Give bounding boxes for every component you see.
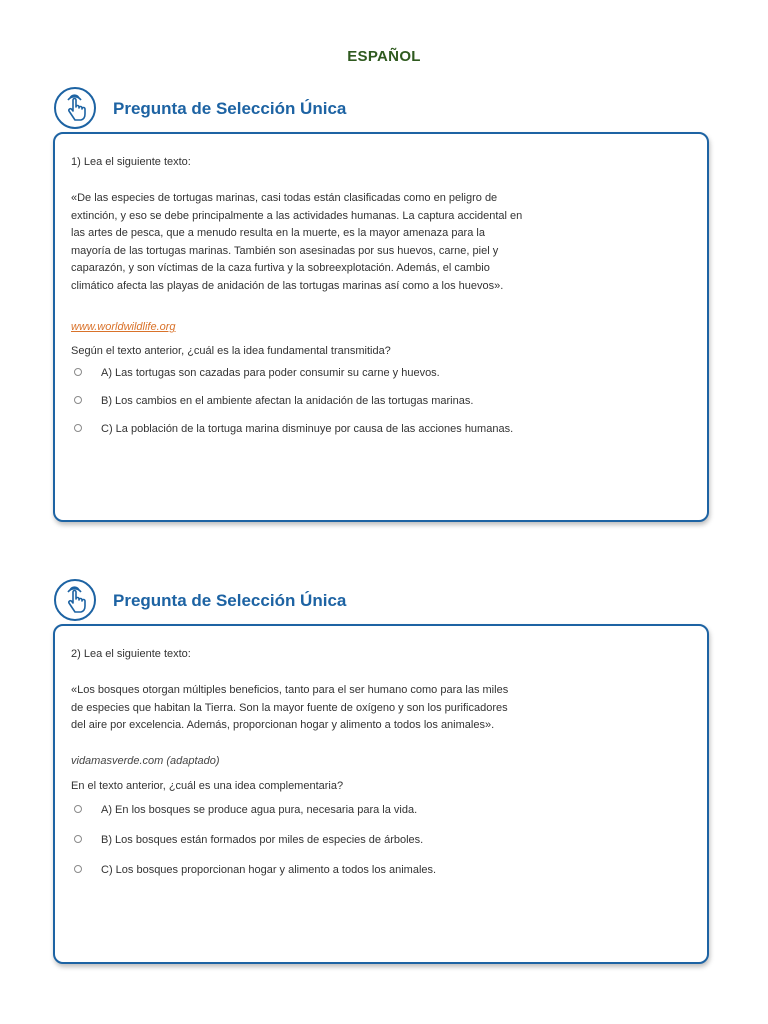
option-c[interactable] — [71, 862, 531, 878]
option-label: B) Los bosques están formados por miles de especies de árboles. — [101, 833, 424, 846]
option-a[interactable] — [71, 365, 531, 381]
option-c[interactable] — [71, 421, 531, 437]
options-list — [71, 802, 691, 878]
question-card — [53, 624, 709, 964]
option-a[interactable] — [71, 802, 531, 818]
radio-button[interactable] — [74, 805, 82, 813]
question-passage: «Los bosques otorgan múltiples beneficios, tanto para el ser humano como para las miles de especies que habitan la Tierra. Son la mayor fuente de oxígeno y son los purificadores del aire por excelencia. Además, proporcionan hogar y alimento a todos los animales». — [71, 684, 509, 731]
radio-button[interactable] — [74, 865, 82, 873]
question-header — [53, 578, 709, 624]
question-instruction: 2) Lea el siguiente texto: — [71, 648, 191, 660]
radio-button[interactable] — [74, 396, 82, 404]
question-type-label: Pregunta de Selección Única — [113, 591, 347, 610]
radio-button[interactable] — [74, 424, 82, 432]
page-title: ESPAÑOL — [347, 48, 421, 65]
question-prompt: En el texto anterior, ¿cuál es una idea complementaria? — [71, 779, 344, 792]
option-label: A) En los bosques se produce agua pura, necesaria para la vida. — [101, 803, 418, 816]
question-instruction: 1) Lea el siguiente texto: — [71, 156, 191, 168]
option-label: C) La población de la tortuga marina disminuye por causa de las acciones humanas. — [101, 423, 514, 435]
question-card — [53, 132, 709, 522]
question-passage: «De las especies de tortugas marinas, casi todas están clasificadas como en peligro de extinción, y eso se debe principalmente a las actividades humanas. La captura accidental en las artes de pesca, que a menudo resulta en la muerte, es la mayor amenaza para la mayoría de las tortugas marinas. También son asesinadas por sus huevos, carne, piel y caparazón, y son víctimas de la caza furtiva y la sobreexplotación. Además, el cambio climático afecta las playas de anidación de las tortugas marinas así como a los huevos». — [71, 192, 523, 292]
option-b[interactable] — [71, 393, 531, 409]
option-label: B) Los cambios en el ambiente afectan la anidación de las tortugas marinas. — [101, 395, 474, 407]
hand-pointer-icon — [53, 578, 97, 622]
option-label: A) Las tortugas son cazadas para poder consumir su carne y huevos. — [101, 367, 440, 379]
source-link[interactable]: www.worldwildlife.org — [71, 321, 176, 333]
radio-button[interactable] — [74, 835, 82, 843]
radio-button[interactable] — [74, 368, 82, 376]
question-header — [53, 86, 709, 132]
option-label: C) Los bosques proporcionan hogar y alimento a todos los animales. — [101, 863, 437, 876]
source-text: vidamasverde.com (adaptado) — [71, 754, 220, 767]
option-b[interactable] — [71, 832, 531, 848]
question-prompt: Según el texto anterior, ¿cuál es la idea fundamental transmitida? — [71, 345, 391, 357]
hand-pointer-icon — [53, 86, 97, 130]
question-type-label: Pregunta de Selección Única — [113, 99, 347, 118]
question-section-2 — [53, 578, 709, 964]
question-section-1 — [53, 86, 709, 522]
options-list — [71, 365, 691, 437]
